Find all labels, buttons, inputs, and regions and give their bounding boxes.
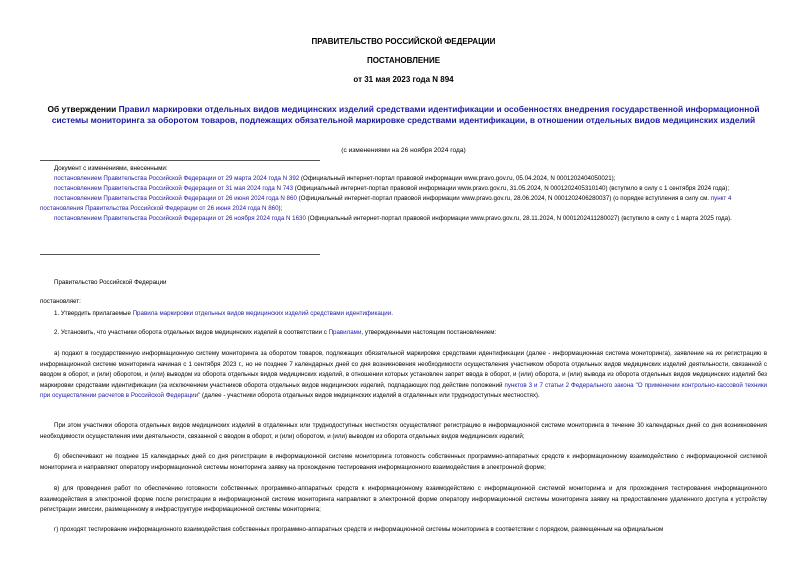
- amendment-item: [40, 184, 767, 194]
- clause-1-rules-link[interactable]: Правила маркировки отдельных видов медицинских изделий средствами идентификации: [132, 310, 392, 317]
- amendments-intro: Документ с изменениями, внесенными:: [54, 165, 168, 172]
- document-type-heading: ПОСТАНОВЛЕНИЕ: [366, 56, 441, 65]
- amendment-item: [40, 174, 767, 184]
- document-title: [40, 104, 767, 126]
- clause-2v: в) для проведения работ по обеспечению готовности собственных программно-аппаратных средств к информационному взаимодействию с информационной системой мониторинга и для прохождения тестирования информационного взаимодействия в электронной форме после регистрации в информационной системе мониторинга направляют в электронной форме оператору информационной системы мониторинга заявку на предоставление удаленного доступа к устройству регистрации эмиссии, размещенному в инфраструктуре информационной системы мониторинга;: [40, 485, 767, 513]
- clause-remote: При этом участники оборота отдельных видов медицинских изделий в отдаленных или труднодоступных местностях осуществляют регистрацию в информационной системе мониторинга в течение 30 календарных дней со дня возникновения необходимости осуществления ими деятельности, связанной с вводом в оборот, и (или) оборотом, и (или) выводом из оборота отдельных видов медицинских изделий;: [40, 422, 767, 440]
- amendment-text: (Официальный интернет-портал правовой информации www.pravo.gov.ru, 28.11.2024, N 0001202411280027) (вступило в силу с 1 марта 2025 года).: [305, 215, 732, 222]
- revision-note: (с изменениями на 26 ноября 2024 года): [341, 147, 466, 154]
- government-heading: ПРАВИТЕЛЬСТВО РОССИЙСКОЙ ФЕДЕРАЦИИ: [311, 37, 496, 46]
- clause-1: [40, 309, 767, 320]
- clause-2-suffix: , утвержденными настоящим постановлением:: [361, 329, 497, 336]
- clause-2-rules-link[interactable]: Правилами: [328, 329, 362, 336]
- clause-2a: [40, 349, 767, 402]
- document-date: от 31 мая 2023 года N 894: [353, 75, 454, 84]
- clause-2: [40, 328, 767, 339]
- clause-2-prefix: 2. Установить, что участники оборота отдельных видов медицинских изделий в соответствии с: [54, 329, 329, 336]
- top-divider: [40, 160, 320, 161]
- clause-2b: б) обеспечивают не позднее 15 календарных дней со дня регистрации в информационной системе мониторинга готовность собственных программно-аппаратных средств к информационному взаимодействию с информационной системой мониторинга и направляют оператору информационной системы мониторинга заявку на прохождение тестирования информационного взаимодействия в электронной форме;: [40, 453, 767, 471]
- title-prefix: Об утверждении: [47, 104, 119, 114]
- amendments-block: [40, 164, 767, 224]
- amendment-item: [40, 194, 767, 214]
- amendment-item: [40, 214, 767, 224]
- amendment-link[interactable]: постановлением Правительства Российской Федерации от 26 ноября 2024 года N 1630: [54, 215, 306, 222]
- title-rules-link[interactable]: Правил маркировки отдельных видов медицинских изделий средствами идентификации и особенностях внедрения государственной информационной системы мониторинга за оборотом товаров, подлежащих обязательной маркировке средствами идентификации, в отношении отдельных видов медицинских изделий: [51, 104, 760, 125]
- government-line: Правительство Российской Федерации: [54, 279, 167, 286]
- amendment-text: (Официальный интернет-портал правовой информации www.pravo.gov.ru, 28.06.2024, N 0001202406280037) (о порядке вступления в силу см.: [296, 195, 711, 202]
- amendment-text-secondary: );: [278, 205, 283, 212]
- clause-2g: г) проходят тестирование информационного взаимодействия собственных программно-аппаратных средств и информационной системы мониторинга в соответствии с порядком, размещенным на официальном: [54, 526, 664, 533]
- amendment-link[interactable]: постановлением Правительства Российской Федерации от 29 марта 2024 года N 392: [54, 175, 300, 182]
- clause-1-suffix: .: [391, 310, 393, 317]
- clause-2a-text: а) подают в государственную информационную систему мониторинга за оборотом товаров, подлежащих обязательной маркировке средствами идентификации (далее - информационная система мониторинга), заявление на их регистрацию в информационной системе мониторинга начиная с 1 сентября 2023 г., но не позднее 7 календарных дней со дня возникновения необходимости осуществления участником оборота отдельных видов медицинских изделий деятельности, связанной с вводом в оборот, и (или) оборотом, и (или) выводом из оборота отдельных видов медицинских изделий, в отношении которых установлен запрет ввода в оборот, и (или) оборота, и (или) вывода из оборота отдельных видов медицинских изделий без маркировки средствами идентификации (за исключением участников оборота отдельных видов медицинских изделий, подпадающих под действие положений: [40, 350, 767, 389]
- amendment-link-secondary[interactable]: пункт 4 постановления Правительства Российской Федерации от 26 июня 2024 года N 860: [40, 195, 732, 212]
- amendment-link[interactable]: постановлением Правительства Российской Федерации от 31 мая 2024 года N 743: [54, 185, 294, 192]
- amendment-text: (Официальный интернет-портал правовой информации www.pravo.gov.ru, 05.04.2024, N 0001202404050021);: [299, 175, 616, 182]
- bottom-divider: [40, 254, 320, 255]
- amendment-text: (Официальный интернет-портал правовой информации www.pravo.gov.ru, 31.05.2024, N 0001202405310140) (вступило в силу с 1 сентября 2024 года);: [293, 185, 730, 192]
- decrees-line: постановляет:: [40, 298, 81, 305]
- amendment-link[interactable]: постановлением Правительства Российской Федерации от 26 июня 2024 года N 860: [54, 195, 297, 202]
- clause-2a-suffix: (далее - участники оборота отдельных видов медицинских изделий в отдаленных или труднодоступных местностях).: [200, 392, 540, 399]
- clause-2a-law-link[interactable]: пунктов 3 и 7 статьи 2 Федерального закона "О применении контрольно-кассовой техники при осуществлении расчетов в Российской Федерации": [40, 381, 767, 399]
- clause-1-prefix: 1. Утвердить прилагаемые: [54, 310, 133, 317]
